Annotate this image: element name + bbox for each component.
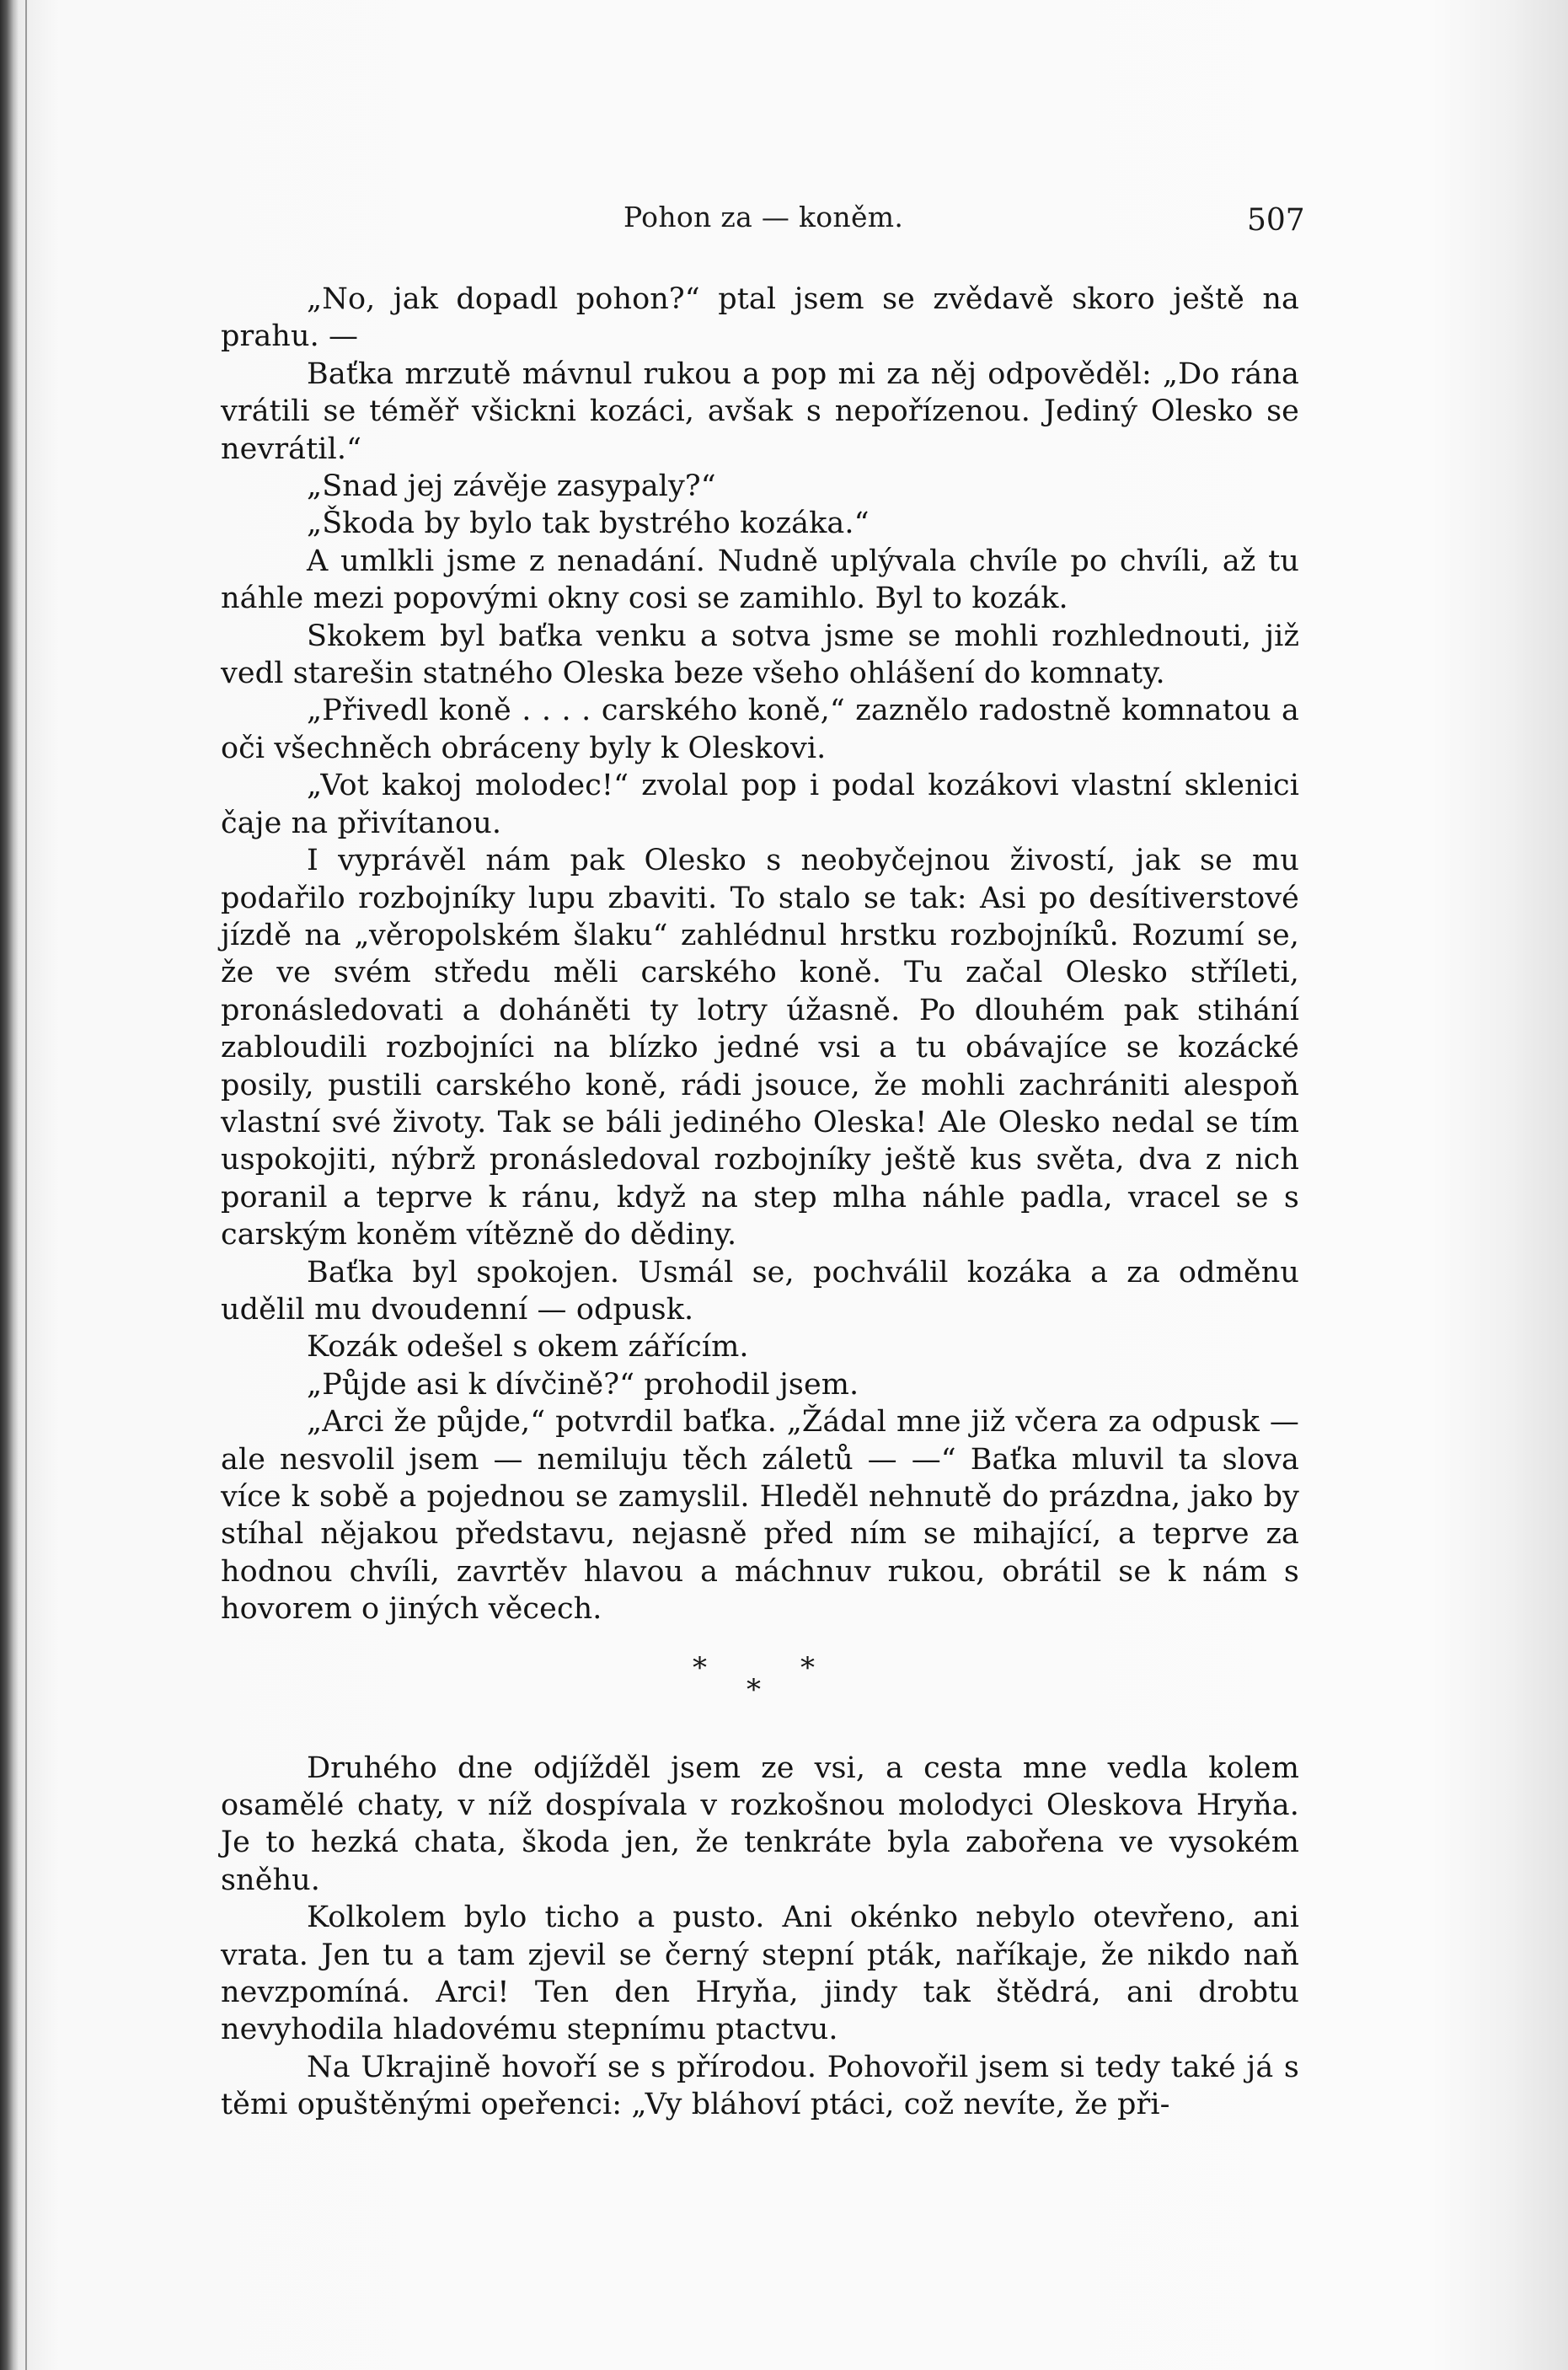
paragraph: „Snad jej závěje zasypaly?“: [307, 469, 716, 504]
section-break-star: *: [693, 1650, 707, 1685]
section-break-star: *: [800, 1650, 815, 1685]
paragraph: „Vot kakoj molodec!“ zvolal pop i podal kozákovi vlastní sklenici čaje na přivítanou.: [221, 769, 1299, 840]
paragraph: „Arci že půjde,“ potvrdil baťka. „Žádal mne již včera za odpusk — ale nesvolil jsem — nemiluju těch záletů — —“ Baťka mluvil ta slova více k sobě a pojednou se zamyslil. Hleděl nehnutě do prázdna, jako by stíhal nějakou představu, nejasně před ním se mihající, a teprve za hodnou chvíli, zavrtěv hlavou a máchnuv rukou, obrátil se k nám s hovorem o jiných věcech.: [221, 1405, 1299, 1627]
page-number: 507: [1247, 203, 1305, 238]
section-break-star: *: [747, 1672, 761, 1707]
paragraph: Kolkolem bylo ticho a pusto. Ani okénko nebylo otevřeno, ani vrata. Jen tu a tam zjevil se černý stepní pták, naříkaje, že nikdo naň nevzpomíná. Arci! Ten den Hryňa, jindy tak štědrá, ani drobtu nevyhodila hladovému stepnímu ptactvu.: [221, 1901, 1299, 2047]
paragraph: „Půjde asi k dívčině?“ prohodil jsem.: [307, 1367, 859, 1402]
paragraph: I vyprávěl nám pak Olesko s neobyčejnou živostí, jak se mu podařilo rozbojníky lupu zbaviti. To stalo se tak: Asi po desítiverstové jízdě na „věropolském šlaku“ zahlédnul hrstku rozbojníků. Rozumí se, že ve svém středu měli carského koně. Tu začal Olesko stříleti, pronásledovati a doháněti ty lotry úžasně. Po dlouhém pak stihání zabloudili rozbojníci na blízko jedné vsi a tu obávajíce se kozácké posily, pustili carského koně, rádi jsouce, že mohli zachrániti alespoň vlastní své životy. Tak se báli jediného Oleska! Ale Olesko nedal se tím uspokojiti, nýbrž pronásledoval rozbojníky ještě kus světa, dva z nich poranil a teprve k ránu, když na step mlha náhle padla, vracel se s carským koněm vítězně do dědiny.: [221, 844, 1299, 1252]
binding-edge-line: [25, 0, 27, 2370]
paragraph: „No, jak dopadl pohon?“ ptal jsem se zvědavě skoro ještě na prahu. —: [221, 282, 1299, 354]
paragraph: „Škoda by bylo tak bystrého kozáka.“: [307, 507, 870, 541]
paragraph: A umlkli jsme z nenadání. Nudně uplývala chvíle po chvíli, až tu náhle mezi popovými okny cosi se zamihlo. Byl to kozák.: [221, 544, 1299, 616]
binding-shadow: [0, 0, 19, 2370]
paragraph: Baťka mrzutě mávnul rukou a pop mi za něj odpověděl: „Do rána vrátili se téměř všickni kozáci, avšak s nepořízenou. Jediný Olesko se nevrátil.“: [221, 357, 1299, 466]
running-title: Pohon za — koněm.: [623, 201, 904, 233]
body-text: [221, 281, 1299, 2124]
section-break: [221, 1628, 1299, 1750]
paragraph: Druhého dne odjížděl jsem ze vsi, a cesta mne vedla kolem osamělé chaty, v níž dospívala v rozkošnou molodyci Oleskova Hryňa. Je to hezká chata, škoda jen, že tenkráte byla zabořena ve vysokém sněhu.: [221, 1751, 1299, 1897]
paragraph: Skokem byl baťka venku a sotva jsme se mohli rozhlednouti, již vedl starešin statného Oleska beze všeho ohlášení do komnaty.: [221, 619, 1299, 691]
paragraph: Kozák odešel s okem zářícím.: [307, 1330, 749, 1365]
paragraph: „Přivedl koně . . . . carského koně,“ zaznělo radostně komnatou a oči všechněch obráceny byly k Oleskovi.: [221, 694, 1299, 765]
paragraph: Na Ukrajině hovoří se s přírodou. Pohovořil jsem si tedy také já s těmi opuštěnými opeřenci: „Vy bláhoví ptáci, což nevíte, že při-: [221, 2050, 1299, 2122]
running-head: [0, 201, 1568, 243]
paragraph: Baťka byl spokojen. Usmál se, pochválil kozáka a za odměnu udělil mu dvoudenní — odpusk.: [221, 1255, 1299, 1327]
